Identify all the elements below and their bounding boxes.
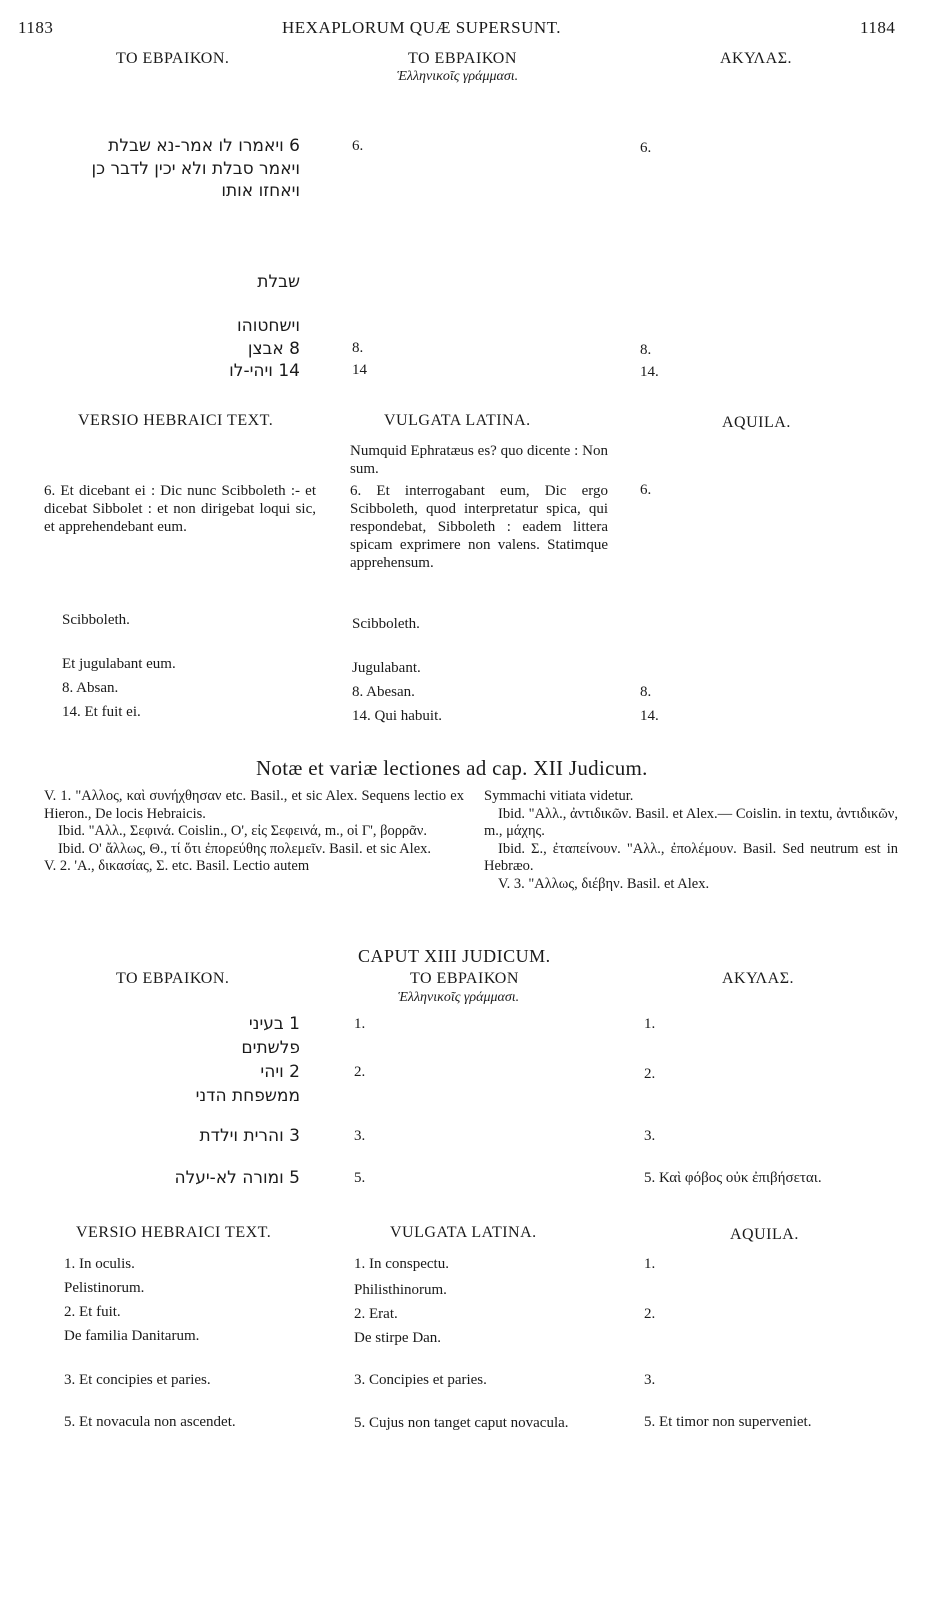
column-head-aquila-latin: AQUILA. xyxy=(722,414,791,431)
column-head-hebrew-greek: ΤΟ ΕΒΡΑΙΚΟΝ xyxy=(408,50,517,67)
verse-number: 6. xyxy=(352,138,364,154)
notes-left-column xyxy=(44,788,464,876)
column-head-aquila-latin: AQUILA. xyxy=(730,1226,799,1243)
vulgata-line: Jugulabant. xyxy=(352,660,421,676)
note-paragraph: Symmachi vitiata videtur. xyxy=(484,788,634,804)
vulgata-line: Scibboleth. xyxy=(352,616,420,632)
versio-line: 1. In oculis. xyxy=(64,1256,135,1272)
versio-line: 3. Et concipies et paries. xyxy=(64,1372,211,1388)
aquila-greek-line: 5. Καὶ φόβος οὐκ ἐπιβήσεται. xyxy=(644,1170,822,1186)
verse-number: 8. xyxy=(640,342,652,358)
column-head-aquila: ΑΚΥΛΑΣ. xyxy=(722,970,795,987)
column-head-versio: VERSIO HEBRAICI TEXT. xyxy=(78,412,274,429)
verse-number: 8. xyxy=(352,340,364,356)
hebrew-line: 3 והרית וילדת xyxy=(199,1126,300,1146)
versio-line: Pelistinorum. xyxy=(64,1280,145,1296)
versio-verse-6: 6. Et dicebant ei : Dic nunc Scibboleth :- et dicebat Sibbolet : et non dirigebat loqui sic, et apprehendebant eum. xyxy=(44,483,316,535)
note-paragraph: V. 2. 'Α., δικασίας, Σ. etc. Basil. Lectio autem xyxy=(44,858,310,874)
aquila-line: 5. Et timor non superveniet. xyxy=(644,1414,812,1430)
verse-number: 5. xyxy=(354,1170,366,1186)
hebrew-line: 6 ויאמרו לו אמר-נא שבלת xyxy=(108,136,300,156)
verse-number: 14. xyxy=(640,364,659,380)
verse-number: 6. xyxy=(640,140,652,156)
verse-number: 2. xyxy=(644,1066,656,1082)
hebrew-line: 5 ומורה לא-יעלה xyxy=(174,1168,300,1188)
hebrew-line: ויאחזו אותו xyxy=(221,181,300,201)
note-paragraph: V. 3. "Αλλως, διέβην. Basil. et Alex. xyxy=(498,875,710,892)
hebrew-line: 1 בעיני xyxy=(248,1014,300,1034)
versio-line: Scibboleth. xyxy=(62,612,130,628)
hebrew-line: 14 ויהי-לו xyxy=(229,361,300,381)
vulgata-line: Philisthinorum. xyxy=(354,1282,447,1298)
hebrew-line: 8 אבצן xyxy=(247,339,300,359)
aquila-line: 14. xyxy=(640,708,659,724)
notes-right-column xyxy=(484,788,898,893)
aquila-line: 2. xyxy=(644,1306,656,1322)
column-head-vulgata: VULGATA LATINA. xyxy=(384,412,531,429)
verse-number: 3. xyxy=(354,1128,366,1144)
note-paragraph: Ibid. "Αλλ., ἀντιδικῶν. Basil. et Alex.— Coislin. in textu, ἀντιδικῶν, m., μάχης. xyxy=(484,805,898,839)
hebrew-line: ויאמר סבלת ולא יכין לדבר כן xyxy=(91,159,300,179)
versio-line: 5. Et novacula non ascendet. xyxy=(64,1414,236,1430)
verse-number: 3. xyxy=(644,1128,656,1144)
note-paragraph: Ibid. Σ., ἐταπείνουν. "Αλλ., ἐπολέμουν. Basil. Sed neutrum est in Hebræo. xyxy=(484,840,898,874)
column-subhead-greek-letters: Ἑλληνικοῖς γράμμασι. xyxy=(398,990,520,1005)
note-paragraph: Ibid. "Αλλ., Σεφινά. Coislin., Ο', εἰς Σεφεινά, m., οἱ Γ', βορρᾶν. xyxy=(58,823,427,839)
vulgata-line: 1. In conspectu. xyxy=(354,1256,449,1272)
verse-number: 2. xyxy=(354,1064,366,1080)
caput-title: CAPUT XIII JUDICUM. xyxy=(358,946,551,966)
vulgata-line: 8. Abesan. xyxy=(352,684,415,700)
versio-line: De familia Danitarum. xyxy=(64,1328,200,1344)
column-subhead-greek-letters: Ἑλληνικοῖς γράμμασι. xyxy=(397,69,519,84)
column-head-vulgata: VULGATA LATINA. xyxy=(390,1224,537,1241)
vulgata-line: 14. Qui habuit. xyxy=(352,708,442,724)
note-paragraph: Ibid. Ο' ἄλλως, Θ., τί ὅτι ἐπορεύθης πολεμεῖν. Basil. et sic Alex. xyxy=(58,840,432,857)
hebrew-line: 2 ויהי xyxy=(260,1062,300,1082)
vulgata-verse-6: 6. Et interrogabant eum, Dic ergo Scibboleth, quod interpretatur spica, qui respondebat, Sibboleth : eadem littera spicam exprimere non valens. Statimque apprehensum. xyxy=(350,483,608,571)
versio-line: 8. Absan. xyxy=(62,680,119,696)
versio-line: 14. Et fuit ei. xyxy=(62,704,141,720)
notes-title: Notæ et variæ lectiones ad cap. XII Judicum. xyxy=(256,756,648,780)
hebrew-line: וישחטוהו xyxy=(237,316,300,336)
column-head-aquila: ΑΚΥΛΑΣ. xyxy=(720,50,793,67)
aquila-line: 1. xyxy=(644,1256,656,1272)
aquila-line: 8. xyxy=(640,684,652,700)
versio-line: Et jugulabant eum. xyxy=(62,656,176,672)
verse-number: 1. xyxy=(644,1016,656,1032)
column-head-hebrew: ΤΟ ΕΒΡΑΙΚΟΝ. xyxy=(116,970,230,987)
hebrew-line: פלשתים xyxy=(241,1038,300,1058)
aquila-verse-6: 6. xyxy=(640,482,652,498)
hebrew-line: ממשפחת הדני xyxy=(195,1086,300,1106)
page-number-right: 1184 xyxy=(860,18,896,37)
note-paragraph: V. 1. "Αλλος, καὶ συνήχθησαν etc. Basil., et sic Alex. Sequens lectio ex Hieron., De locis Hebraicis. xyxy=(44,788,464,822)
vulgata-line: 3. Concipies et paries. xyxy=(354,1372,487,1388)
column-head-versio: VERSIO HEBRAICI TEXT. xyxy=(76,1224,272,1241)
vulgata-line: De stirpe Dan. xyxy=(354,1330,442,1346)
running-title: HEXAPLORUM QUÆ SUPERSUNT. xyxy=(282,18,562,37)
vulgata-line: 5. Cujus non tanget caput novacula. xyxy=(354,1415,569,1431)
verse-number: 14 xyxy=(352,362,367,378)
vulgata-intro: Numquid Ephratæus es? quo dicente : Non sum. xyxy=(350,443,608,477)
verse-number: 1. xyxy=(354,1016,366,1032)
page-number-left: 1183 xyxy=(18,18,54,37)
hebrew-line: שבלת xyxy=(257,272,300,292)
aquila-line: 3. xyxy=(644,1372,656,1388)
versio-line: 2. Et fuit. xyxy=(64,1304,121,1320)
vulgata-line: 2. Erat. xyxy=(354,1306,398,1322)
column-head-hebrew-greek: ΤΟ ΕΒΡΑΙΚΟΝ xyxy=(410,970,519,987)
column-head-hebrew: ΤΟ ΕΒΡΑΙΚΟΝ. xyxy=(116,50,230,67)
